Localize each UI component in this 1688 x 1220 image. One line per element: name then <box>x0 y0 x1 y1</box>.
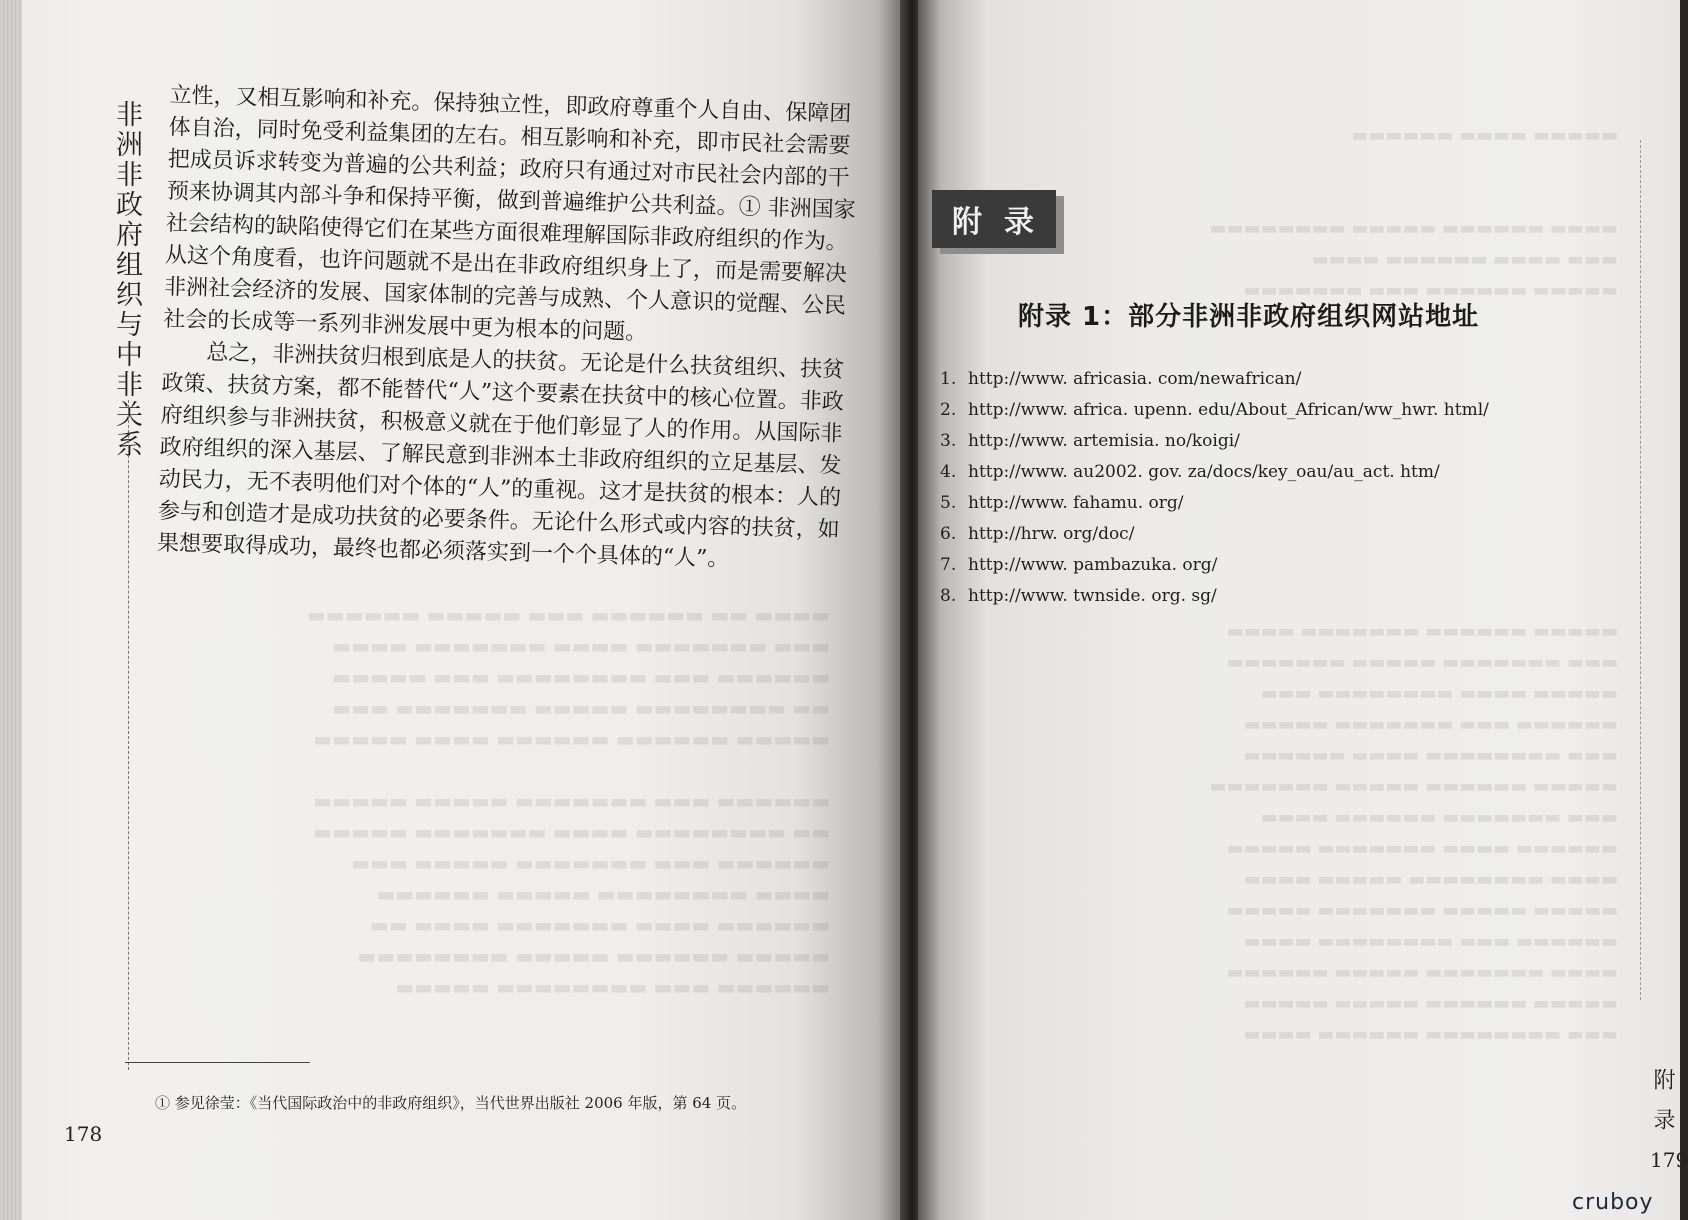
bleed-through-text: ▬▬▬▬▬ ▬▬▬▬ ▬▬▬▬▬▬ ▬▬▬▬ ▬▬▬▬▬▬ ▬▬▬▬▬ ▬▬▬▬▬▬▬▬ ▬▬▬ ▬▬▬▬ ▬▬▬▬▬▬ ▬▬▬▬ ▬▬▬▬▬ ▬▬▬▬▬▬ ▬▬▬ ▬▬▬▬▬▬▬ ▬▬▬▬▬ ▬▬▬▬▬▬ ▬▬▬▬▬▬▬ ▬▬▬▬ ▬▬▬ ▬▬▬▬▬▬▬ ▬▬▬▬▬ ▬▬▬▬▬▬▬ ▬▬▬▬▬ ▬▬▬▬ ▬▬▬▬▬▬▬▬ ▬▬▬ ▬▬▬▬▬▬ ▬▬▬ ▬▬▬▬▬▬▬ ▬▬▬▬▬ ▬▬▬ ▬▬▬▬▬▬▬▬ ▬▬▬▬ ▬▬▬▬▬▬ ▬▬▬▬▬ ▬▬▬▬▬▬ ▬▬▬▬▬ ▬▬▬▬▬▬▬ ▬▬▬ ▬▬▬▬▬▬▬ ▬▬▬▬▬▬ ▬▬▬▬ ▬▬▬▬▬▬ ▬▬▬▬ ▬▬▬▬▬▬▬ ▬▬▬▬▬ ▬▬▬▬ ▬▬▬▬▬▬▬▬ ▬▬▬▬▬ ▬▬▬▬ ▬▬▬▬▬ ▬▬▬▬▬ ▬▬▬▬▬▬▬ ▬▬▬▬▬ ▬▬▬▬▬▬ ▬▬▬ ▬▬▬▬▬▬▬▬ ▬▬▬▬ ▬▬▬▬ ▬▬▬▬▬▬▬ ▬▬▬▬▬ ▬▬▬▬▬▬ ▬▬▬▬▬ ▬▬▬▬▬▬ ▬▬▬▬▬ ▬▬▬▬▬ ▬▬▬ ▬▬▬▬▬▬▬▬ ▬▬▬▬▬▬ ▬▬▬▬ <box>1209 125 1618 1045</box>
list-item <box>940 395 1540 426</box>
url-link[interactable]: http://www. africasia. com/newafrican/ <box>968 369 1302 389</box>
url-link[interactable]: http://hrw. org/doc/ <box>968 524 1135 544</box>
paragraph: 立性，又相互影响和补充。保持独立性，即政府尊重个人自由、保障团体自治，同时免受利益集团的左右。相互影响和补充，即市民社会需要把成员诉求转变为普遍的公共利益；政府只有通过对市民社会内部的干预来协调其内部斗争和保持平衡，做到普遍维护公共利益。① 非洲国家社会结构的缺陷使得它们在某些方面很难理解国际非政府组织的作为。从这个角度看，也许问题就不是出在非政府组织身上了，而是需要解决非洲社会经济的发展、国家体制的完善与成熟、个人意识的觉醒、公民社会的长成等一系列非洲发展中更为根本的问题。 <box>162 82 856 346</box>
footnote: ① 参见徐莹：《当代国际政治中的非政府组织》，当代世界出版社 2006 年版，第 64 页。 <box>155 1094 747 1112</box>
bleed-through-text: ▬▬▬▬ ▬▬ ▬▬▬▬▬▬ ▬▬▬ ▬▬▬▬▬ ▬▬▬▬▬▬ ▬▬▬ ▬▬▬▬▬▬▬ ▬▬▬▬ ▬▬▬▬▬▬▬ ▬▬▬▬ ▬▬▬▬▬▬ ▬▬▬ ▬▬▬▬▬▬▬▬ ▬▬▬ ▬▬▬▬▬ ▬▬ ▬▬▬▬▬▬▬▬ ▬▬▬▬▬ ▬▬▬▬▬▬▬ ▬▬▬ ▬▬▬▬▬ ▬▬▬▬▬▬ ▬▬▬▬▬▬ ▬▬▬▬ ▬▬▬▬▬ ▬▬▬▬▬▬ ▬▬▬ ▬▬▬▬▬▬▬ ▬▬▬▬▬ ▬▬▬▬▬ ▬▬ ▬▬▬▬▬▬▬▬ ▬▬▬▬ ▬▬▬▬▬▬▬ ▬▬▬▬▬ ▬▬▬▬▬▬ ▬▬▬ ▬▬▬▬▬▬▬ ▬▬▬▬▬ ▬▬▬ ▬▬▬▬ ▬▬▬▬▬▬▬▬ ▬▬▬▬▬ ▬▬▬▬▬▬ ▬▬▬▬▬▬ ▬▬▬▬ ▬▬▬▬▬▬▬ ▬▬▬▬ ▬▬ ▬▬▬▬▬ ▬▬▬▬▬▬ ▬▬▬▬▬ ▬▬▬▬▬▬▬▬ ▬▬▬▬▬▬ ▬▬▬ ▬▬▬▬▬▬▬▬ ▬▬▬▬▬ <box>306 603 830 999</box>
url-link[interactable]: http://www. pambazuka. org/ <box>968 555 1218 575</box>
url-link[interactable]: http://www. africa. upenn. edu/About_African/ww_hwr. html/ <box>968 400 1489 420</box>
list-number: 5. <box>940 493 957 513</box>
list-number: 1. <box>940 369 957 389</box>
list-item <box>940 457 1540 488</box>
running-title-rule-right <box>1640 140 1641 1000</box>
list-number: 8. <box>940 586 957 606</box>
list-item <box>940 581 1540 612</box>
list-item <box>940 519 1540 550</box>
url-list <box>940 364 1540 612</box>
list-number: 6. <box>940 524 957 544</box>
list-number: 2. <box>940 400 957 420</box>
url-link[interactable]: http://www. artemisia. no/koigi/ <box>968 431 1240 451</box>
list-item <box>940 550 1540 581</box>
footnote-rule <box>125 1062 310 1063</box>
body-text <box>157 80 870 579</box>
running-title-right: 附录 <box>1650 1068 1675 1148</box>
scanner-watermark: cruboy <box>1572 1190 1654 1215</box>
page-number-left: 178 <box>64 1122 103 1146</box>
list-item <box>940 426 1540 457</box>
running-title-left: 非洲非政府组织与中非关系 <box>111 100 142 460</box>
url-link[interactable]: http://www. twnside. org. sg/ <box>968 586 1217 606</box>
running-title-rule <box>128 400 129 1070</box>
list-number: 3. <box>940 431 957 451</box>
list-number: 4. <box>940 462 957 482</box>
paragraph: 总之，非洲扶贫归根到底是人的扶贫。无论是什么扶贫组织、扶贫政策、扶贫方案，都不能替代“人”这个要素在扶贫中的核心位置。非政府组织参与非洲扶贫，积极意义就在于他们彰显了人的作用。从国际非政府组织的深入基层、了解民意到非洲本土非政府组织的立足基层、发动民力，无不表明他们对个体的“人”的重视。这才是扶贫的根本：人的参与和创造才是成功扶贫的必要条件。无论什么形式或内容的扶贫，如果想要取得成功，最终也都必须落实到一个个具体的“人”。 <box>156 340 845 572</box>
url-link[interactable]: http://www. au2002. gov. za/docs/key_oau/au_act. htm/ <box>968 462 1440 482</box>
list-item <box>940 488 1540 519</box>
appendix-title: 附录 1：部分非洲非政府组织网站地址 <box>1018 302 1480 332</box>
page-number-right: 179 <box>1650 1148 1688 1172</box>
list-item <box>940 364 1540 395</box>
url-link[interactable]: http://www. fahamu. org/ <box>968 493 1184 513</box>
page-stack-edge <box>0 0 22 1220</box>
appendix-badge: 附录 <box>932 190 1056 248</box>
list-number: 7. <box>940 555 957 575</box>
